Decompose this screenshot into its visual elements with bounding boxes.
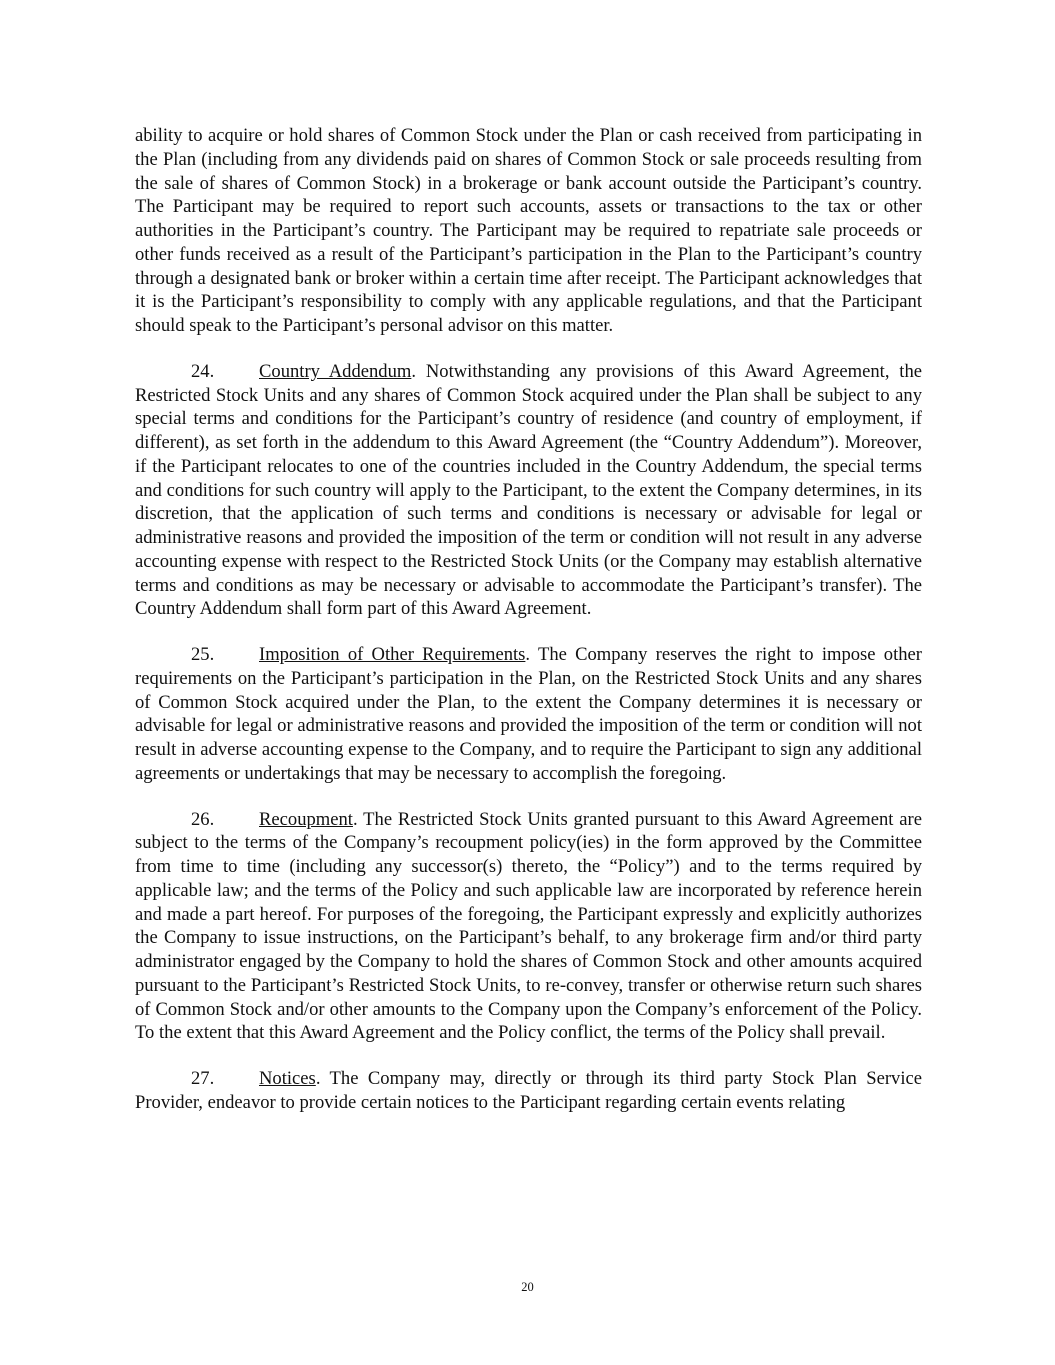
section-heading: Notices [259,1068,316,1089]
paragraph-text: . The Restricted Stock Units granted pursuant to this Award Agreement are subject to the terms of the Company’s recoupment policy(ies) in the form approved by the Committee from time to time (including any successor(s) thereto, the “Policy”) and to the terms required by applicable law; and the terms of the Policy and such applicable law are incorporated by reference herein and made a part hereof. For purposes of the foregoing, the Participant expressly and explicitly authorizes the Company to issue instructions, on the Participant’s behalf, to any brokerage firm and/or third party administrator engaged by the Company to hold the shares of Common Stock and other amounts acquired pursuant to the Participant’s Restricted Stock Units, to re-convey, transfer or otherwise return such shares of Common Stock and/or other amounts to the Company upon the Company’s enforcement of the Policy. To the extent that this Award Agreement and the Policy conflict, the terms of the Policy shall prevail. [135,808,922,1044]
section-number: 25. [191,644,215,665]
section-number: 26. [191,808,215,830]
page-number: 20 [521,1280,534,1294]
section-heading: Country Addendum [259,360,412,382]
section-number: 27. [191,1068,215,1089]
paragraph-text: . Notwithstanding any provisions of this Award Agreement, the Restricted Stock Units and any shares of Common Stock acquired under the Plan shall be subject to any special terms and conditions for the Participant’s country of residence (and country of employment, if different), as set forth in the addendum to this Award Agreement (the “Country Addendum”). Moreover, if the Participant relocates to one of the countries included in the Country Addendum, the special terms and conditions for such country will apply to the Participant, to the extent the Company determines, in its discretion, that the application of such terms and conditions is necessary or advisable for legal or administrative reasons and provided the imposition of the term or condition will not result in any adverse accounting expense with respect to the Restricted Stock Units (or the Company may establish alternative terms and conditions as may be necessary or advisable to accommodate the Participant’s transfer). The Country Addendum shall form part of this Award Agreement. [135,360,922,620]
paragraph-text: . The Company reserves the right to impose other requirements on the Participant’s participation in the Plan, on the Restricted Stock Units and any shares of Common Stock acquired under the Plan, to the extent the Company determines it is necessary or advisable for legal or administrative reasons and provided the imposition of the term or condition will not result in adverse accounting expense to the Company, and to require the Participant to sign any additional agreements or undertakings that may be necessary to accomplish the foregoing. [135,644,922,784]
section-27-notices [135,1067,922,1115]
section-heading: Imposition of Other Requirements [259,644,526,665]
section-24-country-addendum [135,360,922,621]
section-number: 24. [191,360,215,382]
document-page [135,124,922,1115]
paragraph-continuation [135,124,922,338]
section-heading: Recoupment [259,808,353,830]
paragraph-text: ability to acquire or hold shares of Common Stock under the Plan or cash received from participating in the Plan (including from any dividends paid on shares of Common Stock or sale proceeds resulting from the sale of shares of Common Stock) in a brokerage or bank account outside the Participant’s country. The Participant may be required to report such accounts, assets or transactions to the tax or other authorities in the Participant’s country. The Participant may be required to repatriate sale proceeds or other funds received as a result of the Participant’s participation in the Plan to the Participant’s country through a designated bank or broker within a certain time after receipt. The Participant acknowledges that it is the Participant’s responsibility to comply with any applicable regulations, and that the Participant should speak to the Participant’s personal advisor on this matter. [135,125,922,336]
section-25-imposition-of-other-requirements [135,643,922,786]
section-26-recoupment [135,808,922,1046]
paragraph-text: . The Company may, directly or through its third party Stock Plan Service Provider, endeavor to provide certain notices to the Participant regarding certain events relating [135,1068,922,1113]
